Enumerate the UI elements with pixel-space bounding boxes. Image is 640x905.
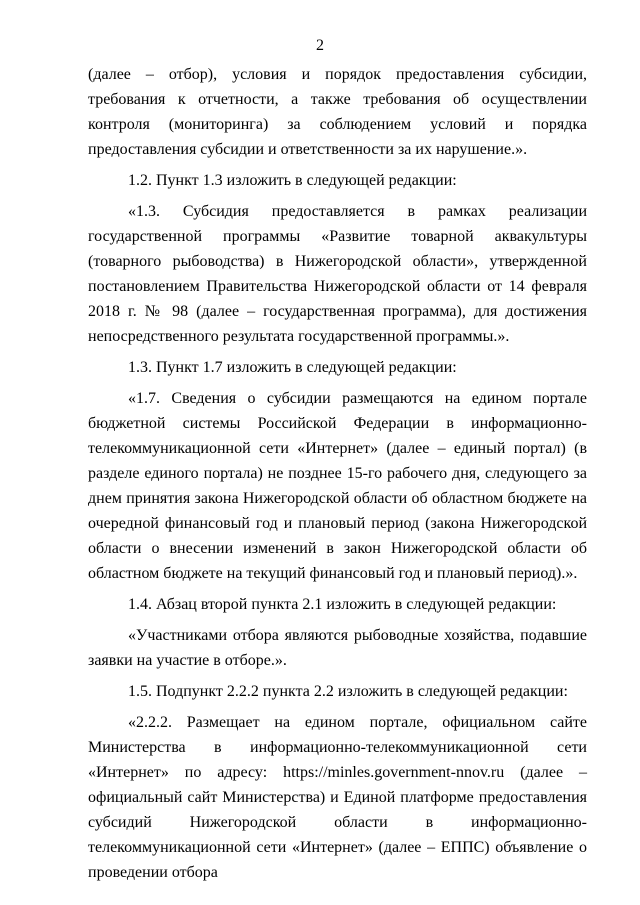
paragraph-clause-participants: «Участниками отбора являются рыбоводные хозяйства, подавшие заявки на участие в отборе.». bbox=[88, 627, 587, 669]
paragraph-clause-2-2-2: «2.2.2. Размещает на едином портале, официальном сайте Министерства в информационно-телекоммуникационной сети «Интернет» по адресу: https://minles.government-nnov.ru (далее – официальный сайт Министерства) и Единой платформе предоставления субсидий Нижегородской области в информационно-телекоммуникационной сети «Интернет» (далее – ЕППС) объявление о проведении отбора bbox=[88, 714, 587, 881]
paragraph-item-1-2: 1.2. Пункт 1.3 изложить в следующей редакции: bbox=[128, 172, 457, 189]
document-body bbox=[88, 62, 587, 885]
paragraph-item-1-4: 1.4. Абзац второй пункта 2.1 изложить в следующей редакции: bbox=[128, 596, 557, 613]
paragraph-item-1-5: 1.5. Подпункт 2.2.2 пункта 2.2 изложить в следующей редакции: bbox=[128, 683, 568, 700]
paragraph-clause-1-3: «1.3. Субсидия предоставляется в рамках реализации государственной программы «Развитие товарной аквакультуры (товарного рыбоводства) в Нижегородской области», утвержденной постановлением Правительства Нижегородской области от 14 февраля 2018 г. № 98 (далее – государственная программа), для достижения непосредственного результата государственной программы.». bbox=[88, 203, 587, 345]
paragraph-continuation: (далее – отбор), условия и порядок предоставления субсидии, требования к отчетности, а также требования об осуществлении контроля (мониторинга) за соблюдением условий и порядка предоставления субсидии и ответственности за их нарушение.». bbox=[88, 66, 587, 158]
page-number: 2 bbox=[316, 37, 324, 54]
paragraph-clause-1-7: «1.7. Сведения о субсидии размещаются на едином портале бюджетной системы Российской Федерации в информационно-телекоммуникационной сети «Интернет» (далее – единый портал) (в разделе единого портала) не позднее 15-го рабочего дня, следующего за днем принятия закона Нижегородской области об областном бюджете на очередной финансовый год и плановый период (закона Нижегородской области о внесении изменений в закон Нижегородской области об областном бюджете на текущий финансовый год и плановый период).». bbox=[88, 390, 587, 582]
paragraph-item-1-3: 1.3. Пункт 1.7 изложить в следующей редакции: bbox=[128, 359, 457, 376]
